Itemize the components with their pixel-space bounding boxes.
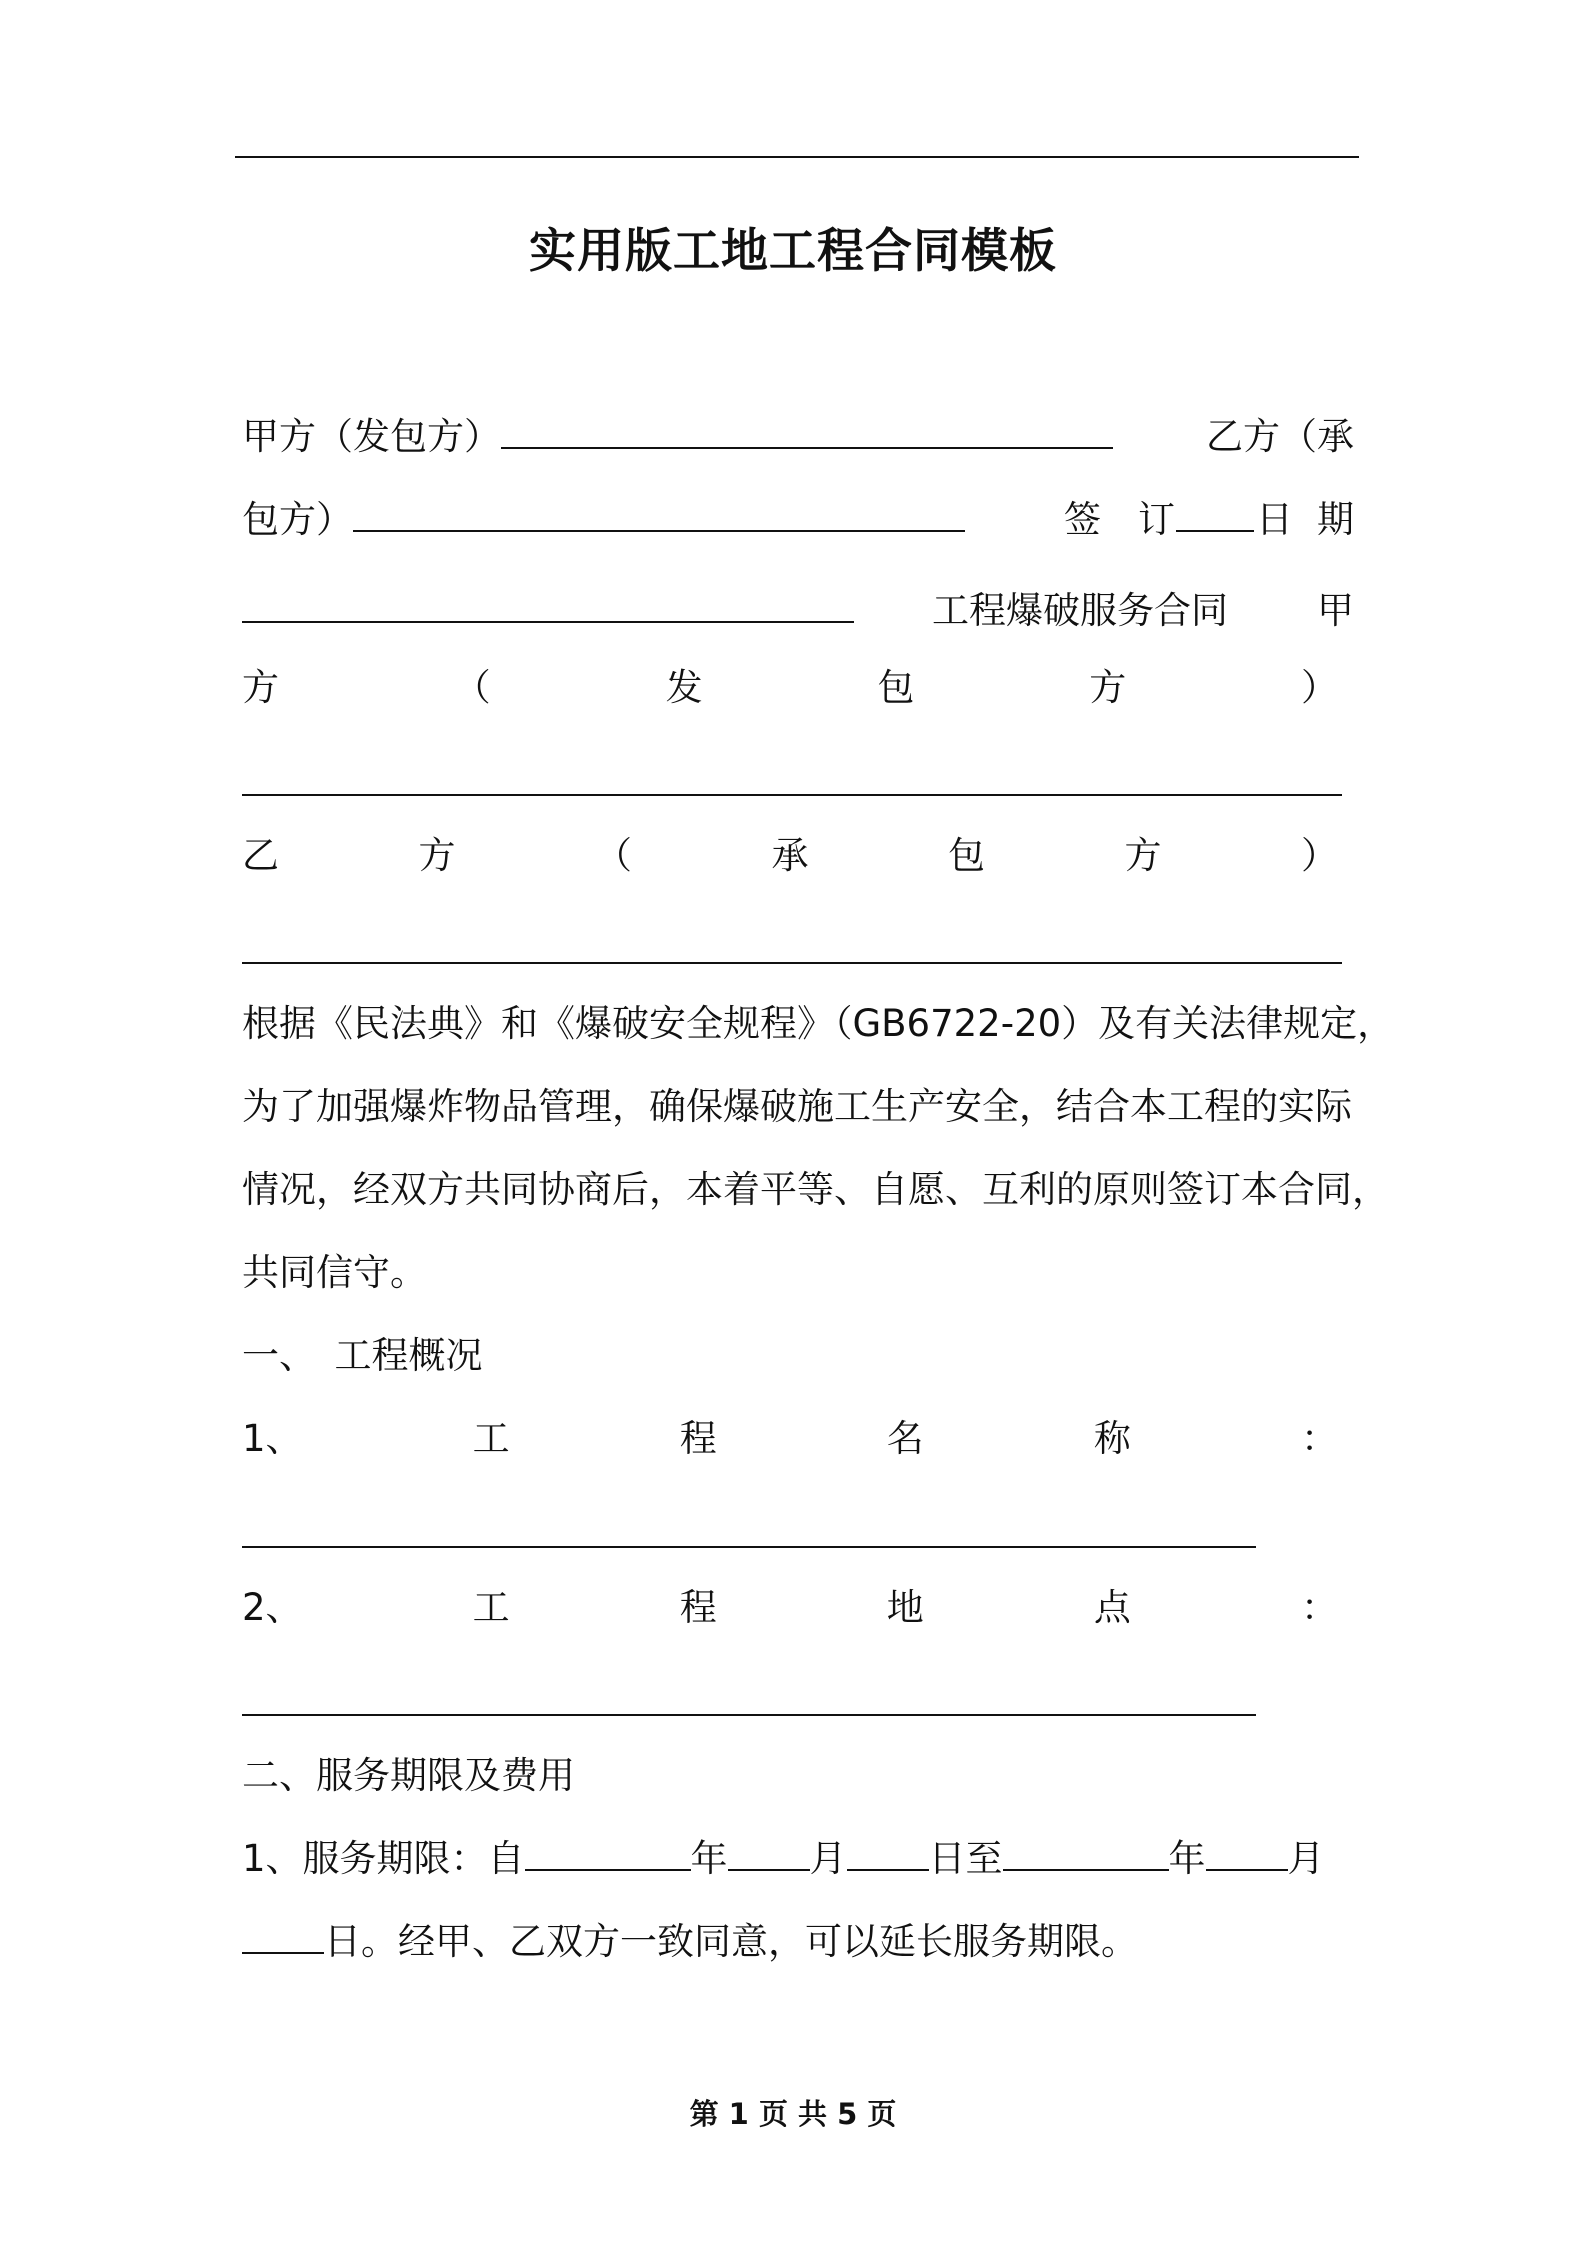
sign-date-blank[interactable] [242, 581, 854, 623]
start-month-blank[interactable] [728, 1829, 810, 1871]
document-title: 实用版工地工程合同模板 [529, 224, 1057, 279]
month-label: 月 [1287, 1837, 1325, 1880]
party-a-spread-line [242, 658, 1338, 718]
char: ） [1300, 666, 1338, 709]
char: 程 [679, 1417, 717, 1460]
item-number: 2、 [242, 1586, 303, 1629]
service-term-line [242, 1829, 1354, 1889]
char: 工 [472, 1586, 510, 1629]
project-name-line [242, 1409, 1338, 1469]
parties-line-2 [242, 490, 1354, 550]
party-b-blank-full[interactable] [242, 962, 1342, 964]
char: （ [595, 834, 632, 877]
char: ： [1300, 1586, 1338, 1629]
end-day-blank[interactable] [242, 1912, 324, 1954]
party-a-blank[interactable] [501, 407, 1113, 449]
char: 工 [472, 1417, 510, 1460]
month-label: 月 [809, 1837, 847, 1880]
project-location-line [242, 1578, 1338, 1638]
char: 名 [886, 1417, 924, 1460]
char: 方 [418, 834, 456, 877]
char: 方 [1124, 834, 1162, 877]
char: （ [453, 666, 491, 709]
char: 程 [679, 1586, 717, 1629]
parties-line-1 [242, 407, 1354, 467]
page-footer: 第 1 页 共 5 页 [689, 2097, 897, 2131]
header-rule [235, 156, 1359, 158]
char: 地 [886, 1586, 924, 1629]
body-para-line: 根据《民法典》和《爆破安全规程》（GB6722-20）及有关法律规定， [242, 1002, 1395, 1045]
char: ： [1300, 1417, 1338, 1460]
start-year-blank[interactable] [525, 1829, 691, 1871]
sign-blank[interactable] [1176, 490, 1254, 532]
char: 点 [1093, 1586, 1131, 1629]
end-month-blank[interactable] [1206, 1829, 1288, 1871]
char: 包 [877, 666, 915, 709]
char: 称 [1093, 1417, 1131, 1460]
service-term-line-2 [242, 1912, 1354, 1972]
item-number: 1、 [242, 1417, 303, 1460]
party-b-spread-line [242, 826, 1338, 886]
date-day-label: 日 [1256, 498, 1293, 541]
section-heading-1: 一、 工程概况 [242, 1334, 483, 1377]
char: 包 [948, 834, 985, 877]
party-a-blank-full[interactable] [242, 794, 1342, 796]
contract-line [242, 581, 1354, 641]
body-para-line: 情况，经双方共同协商后，本着平等、自愿、互利的原则签订本合同， [242, 1168, 1389, 1211]
end-year-blank[interactable] [1003, 1829, 1169, 1871]
project-name-blank[interactable] [242, 1546, 1256, 1548]
section-heading-2: 二、服务期限及费用 [242, 1754, 575, 1797]
day-to-label: 日至 [928, 1837, 1003, 1880]
party-a-jia: 甲 [1317, 589, 1354, 632]
sign-label: 签 订 [1064, 498, 1175, 541]
year-label: 年 [690, 1837, 728, 1880]
party-b-label: 乙方（承 [1206, 415, 1354, 458]
contract-name: 工程爆破服务合同 [932, 589, 1228, 632]
service-term-label: 1、服务期限：自 [242, 1837, 525, 1880]
body-para-line: 为了加强爆炸物品管理，确保爆破施工生产安全，结合本工程的实际 [242, 1085, 1352, 1128]
char: 方 [242, 666, 279, 709]
project-location-blank[interactable] [242, 1714, 1256, 1716]
char: 乙 [242, 834, 279, 877]
body-para-line: 共同信守。 [242, 1251, 427, 1294]
char: 承 [771, 834, 809, 877]
char: 方 [1089, 666, 1127, 709]
date-period-label: 期 [1317, 498, 1354, 541]
party-b-blank[interactable] [353, 490, 965, 532]
party-b-label-cont: 包方） [242, 498, 353, 541]
char: 发 [665, 666, 703, 709]
party-a-label: 甲方（发包方） [242, 415, 501, 458]
service-term-text: 日。经甲、乙双方一致同意，可以延长服务期限。 [324, 1920, 1138, 1963]
year-label: 年 [1168, 1837, 1206, 1880]
char: ） [1301, 834, 1338, 877]
start-day-blank[interactable] [847, 1829, 929, 1871]
